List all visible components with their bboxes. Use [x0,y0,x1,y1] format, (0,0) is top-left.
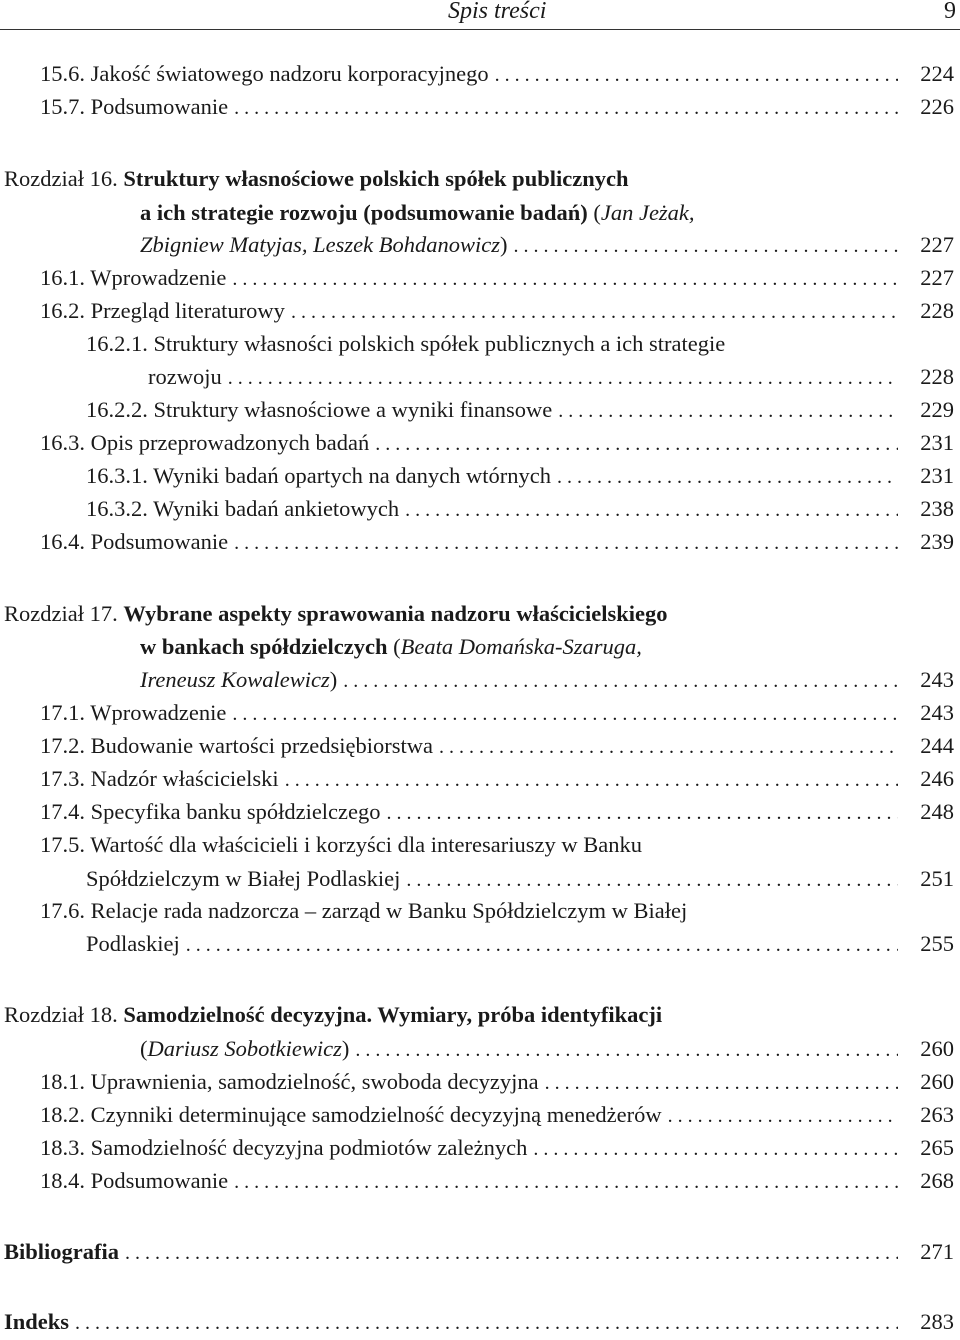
toc-entry-page: 260 [920,1036,954,1061]
toc-entry-page: 263 [920,1102,954,1127]
chapter-authors-cont: Zbigniew Matyjas, Leszek Bohdanowicz [140,232,500,257]
dot-leader [234,92,898,125]
dot-leader [232,263,898,296]
toc-entry-label: 18.2. Czynniki determinujące samodzielność decyzyjną menedżerów [40,1102,662,1127]
chapter-title-line2: a ich strategie rozwoju (podsumowanie badań) [140,200,588,225]
toc-entry-17-2[interactable] [40,729,954,762]
dot-leader [558,395,898,428]
chapter-16-heading[interactable] [4,162,628,195]
chapter-authors: Jan Jeżak, [600,200,695,225]
toc-entry-page: 255 [920,931,954,956]
toc-entry-page: 265 [920,1135,954,1160]
toc-entry-page: 226 [920,94,954,119]
toc-entry-page: 231 [920,430,954,455]
chapter-authors: Beata Domańska-Szaruga, [400,634,642,659]
toc-entry-16-2[interactable] [40,294,954,327]
toc-entry-16-4[interactable] [40,525,954,558]
toc-entry-label: 16.2.2. Struktury własnościowe a wyniki finansowe [86,397,553,422]
chapter-18-heading[interactable] [4,998,662,1031]
dot-leader [186,929,898,962]
dot-leader [545,1067,898,1100]
chapter-16-authors-line[interactable] [140,228,954,261]
toc-entry-page: 283 [920,1309,954,1334]
dot-leader [439,731,898,764]
toc-entry-17-4[interactable] [40,795,954,828]
toc-entry-label: 16.1. Wprowadzenie [40,265,227,290]
toc-entry-label: rozwoju [148,364,222,389]
toc-entry-18-1[interactable] [40,1065,954,1098]
toc-entry-label: 18.3. Samodzielność decyzyjna podmiotów zależnych [40,1135,528,1160]
chapter-17-heading-line2 [140,630,642,663]
running-header [0,0,960,30]
toc-entry-page: 228 [920,364,954,389]
toc-entry-label: 18.1. Uprawnienia, samodzielność, swoboda decyzyjna [40,1069,539,1094]
dot-leader [234,1166,898,1199]
toc-entry-label: 15.6. Jakość światowego nadzoru korporacyjnego [40,61,489,86]
header-title: Spis treści [448,0,547,24]
author-paren-open: ( [593,200,601,225]
toc-entry-page: 243 [920,700,954,725]
toc-entry-17-5-line1[interactable]: 17.5. Wartość dla właścicieli i korzyści dla interesariuszy w Banku [40,832,642,857]
dot-leader [291,296,898,329]
dot-leader [513,230,898,263]
chapter-authors-cont: Ireneusz Kowalewicz [140,667,330,692]
chapter-prefix: Rozdział 17. [4,601,118,626]
toc-entry-16-3[interactable] [40,426,954,459]
chapter-title-line1: Wybrane aspekty sprawowania nadzoru właścicielskiego [123,601,668,626]
dot-leader [75,1307,898,1340]
toc-entry-18-3[interactable] [40,1131,954,1164]
toc-entry-label: 17.4. Specyfika banku spółdzielczego [40,799,381,824]
toc-entry-label: (Dariusz Sobotkiewicz) [140,1036,350,1061]
dot-leader [285,764,898,797]
toc-entry-page: 246 [920,766,954,791]
toc-entry-page: 260 [920,1069,954,1094]
dot-leader [375,428,898,461]
toc-entry-17-1[interactable] [40,696,954,729]
dot-leader [355,1034,898,1067]
dot-leader [405,494,898,527]
toc-entry-label: Ireneusz Kowalewicz) [140,667,338,692]
dot-leader [406,864,898,897]
chapter-prefix: Rozdział 16. [4,166,118,191]
dot-leader [228,362,898,395]
toc-entry-page: 238 [920,496,954,521]
chapter-17-authors-line[interactable] [140,663,954,696]
chapter-title-line1: Samodzielność decyzyjna. Wymiary, próba identyfikacji [123,1002,663,1027]
toc-entry-16-1[interactable] [40,261,954,294]
author-paren-open: ( [393,634,401,659]
toc-entry-label: Podlaskiej [86,931,180,956]
toc-entry-page: 231 [920,463,954,488]
toc-entry-label: Spółdzielczym w Białej Podlaskiej [86,866,401,891]
toc-entry-17-6[interactable] [86,927,954,960]
chapter-title-line2: w bankach spółdzielczych [140,634,388,659]
toc-entry-page: 243 [920,667,954,692]
toc-entry-16-3-2[interactable] [86,492,954,525]
toc-entry-16-2-1[interactable] [148,360,954,393]
toc-entry-page: 227 [920,265,954,290]
toc-entry-18-4[interactable] [40,1164,954,1197]
toc-entry-page: 244 [920,733,954,758]
toc-entry-17-6-line1[interactable]: 17.6. Relacje rada nadzorcza – zarząd w Banku Spółdzielczym w Białej [40,898,688,923]
toc-entry-label: 18.4. Podsumowanie [40,1168,229,1193]
toc-entry-page: 227 [920,232,954,257]
dot-leader [125,1237,898,1270]
dot-leader [387,797,898,830]
toc-entry-page: 271 [920,1239,954,1264]
header-rule [0,29,960,30]
toc-entry-label: 17.3. Nadzór właścicielski [40,766,279,791]
toc-entry-page: 229 [920,397,954,422]
toc-entry-index[interactable] [4,1305,954,1338]
toc-entry-18-2[interactable] [40,1098,954,1131]
dot-leader [343,665,898,698]
toc-entry-16-3-1[interactable] [86,459,954,492]
chapter-16-heading-line2 [140,196,695,229]
toc-entry-label: 17.1. Wprowadzenie [40,700,227,725]
toc-entry-label: 16.4. Podsumowanie [40,529,229,554]
toc-entry-page: 239 [920,529,954,554]
toc-entry-15-6[interactable] [40,57,954,90]
toc-entry-page: 251 [920,866,954,891]
toc-entry-label: 15.7. Podsumowanie [40,94,229,119]
toc-entry-17-3[interactable] [40,762,954,795]
toc-entry-label: 16.3.1. Wyniki badań opartych na danych wtórnych [86,463,551,488]
toc-entry-label: 16.3. Opis przeprowadzonych badań [40,430,370,455]
toc-entry-page: 224 [920,61,954,86]
toc-entry-label: Bibliografia [4,1239,120,1264]
toc-entry-page: 248 [920,799,954,824]
toc-entry-label: 16.3.2. Wyniki badań ankietowych [86,496,400,521]
toc-entry-label: Zbigniew Matyjas, Leszek Bohdanowicz) [140,232,508,257]
toc-entry-16-2-2[interactable] [86,393,954,426]
toc-entry-bibliography[interactable] [4,1235,954,1268]
chapter-title-line1: Struktury własnościowe polskich spółek publicznych [123,166,629,191]
toc-entry-label: 17.2. Budowanie wartości przedsiębiorstwa [40,733,434,758]
dot-leader [533,1133,898,1166]
dot-leader [668,1100,898,1133]
dot-leader [495,59,898,92]
chapter-prefix: Rozdział 18. [4,1002,118,1027]
chapter-18-authors-line[interactable] [140,1032,954,1065]
toc-entry-17-5[interactable] [86,862,954,895]
dot-leader [557,461,898,494]
toc-entry-16-2-1-line1[interactable]: 16.2.1. Struktury własności polskich spółek publicznych a ich strategie [86,331,726,356]
toc-entry-15-7[interactable] [40,90,954,123]
chapter-authors: Dariusz Sobotkiewicz [147,1036,342,1061]
toc-entry-page: 228 [920,298,954,323]
header-page-number: 9 [944,0,956,24]
chapter-17-heading[interactable] [4,597,668,630]
dot-leader [232,698,898,731]
toc-entry-label: 16.2. Przegląd literaturowy [40,298,285,323]
toc-entry-page: 268 [920,1168,954,1193]
toc-entry-label: Indeks [4,1309,70,1334]
dot-leader [234,527,898,560]
